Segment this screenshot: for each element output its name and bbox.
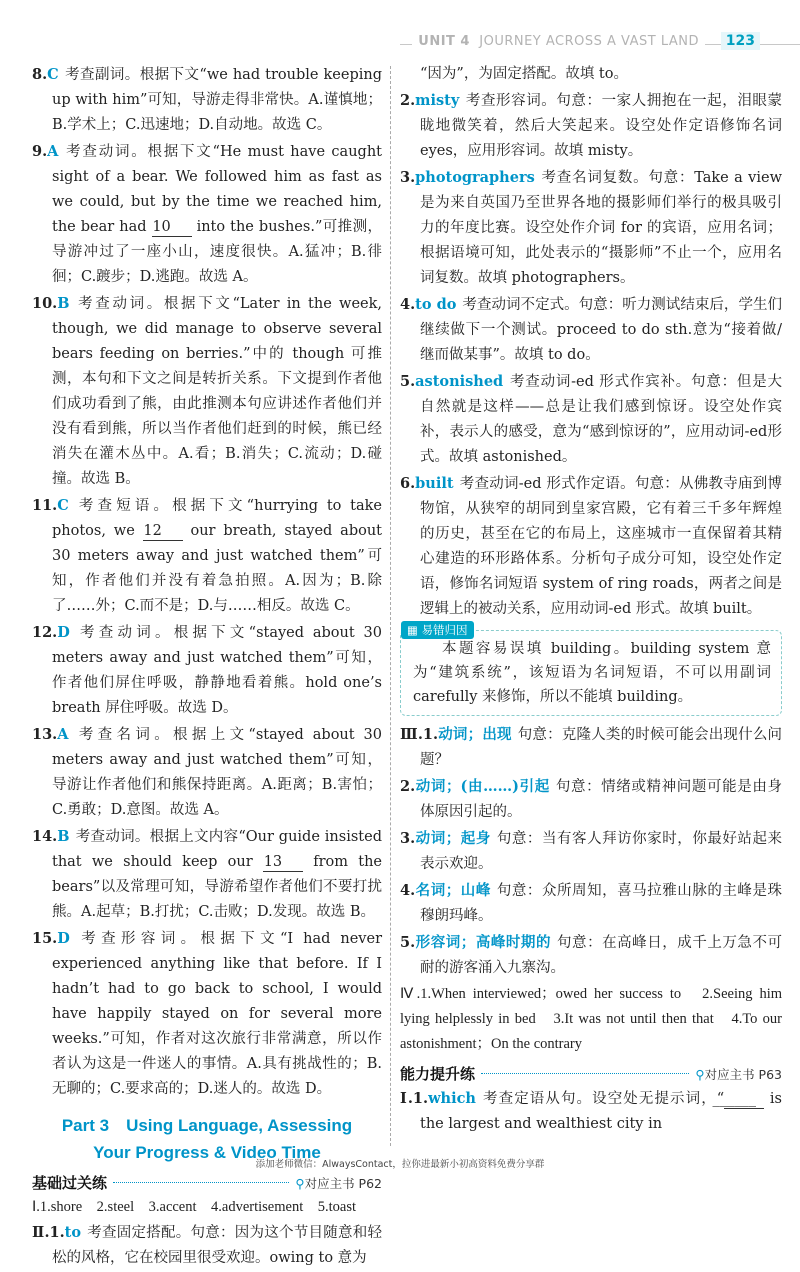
answer-item bbox=[400, 88, 782, 164]
magnifier-icon: ⚲ bbox=[695, 1066, 705, 1082]
item-number: 15. bbox=[32, 930, 58, 947]
answer-item bbox=[400, 471, 782, 622]
item-answer: B bbox=[57, 295, 70, 312]
answer-blank: 12 bbox=[143, 522, 183, 541]
item-number: 4. bbox=[400, 882, 416, 899]
tip-tag-text: 易错归因 bbox=[421, 623, 468, 637]
part-title-line2: Your Progress & Video Time bbox=[93, 1143, 321, 1162]
item-number: 5. bbox=[400, 934, 416, 951]
item-answer: D bbox=[57, 930, 70, 947]
item-number: 14. bbox=[32, 828, 58, 845]
answer-item bbox=[400, 369, 782, 470]
item-number: 5. bbox=[400, 373, 416, 390]
vocab-answers: Ⅰ.1.shore 2.steel 3.accent 4.advertisement 5.toast bbox=[32, 1199, 356, 1215]
item-explanation: 考查形容词。句意：一家人拥抱在一起，泪眼蒙眬地微笑着，然后大笑起来。设空处作定语修饰名词 eyes，应用形容词。故填 misty。 bbox=[420, 93, 782, 159]
answer-item bbox=[400, 878, 782, 929]
item-number: 2. bbox=[400, 778, 416, 795]
answer-item bbox=[400, 826, 782, 877]
item-answer: photographers bbox=[415, 169, 535, 186]
answer-item bbox=[32, 722, 382, 823]
item-explanation: 句意：在高峰日，成千上万急不可耐的游客涌入九寨沟。 bbox=[420, 935, 783, 976]
item-answer: 动词；起身 bbox=[415, 830, 491, 847]
item-explanation: 考查副词。根据下文“we had trouble keeping up with him”可知，导游走得非常快。A.谨慎地；B.学术上；C.迅速地；D.自动地。故选 C。 bbox=[52, 67, 382, 133]
item-explanation: 句意：当有客人拜访你家时，你最好站起来表示欢迎。 bbox=[420, 831, 783, 872]
item-explanation: 考查名词复数。句意：Take a view 是为来自英国乃至世界各地的摄影师们举行的极具吸引力的年度比赛。设空处作介词 for 的宾语，应用名词；根据语境可知，此处表示的“摄影师”不止一个，应用名词复数。故填 photographers。 bbox=[420, 170, 782, 286]
item-explanation: 考查定语从句。设空处无提示词，“ bbox=[481, 1091, 725, 1107]
item-explanation: 考查动词。根据下文“Later in the week, though, we did manage to observe several bears feeding on berries.”中的 though 可推测，本句和下文之间是转折关系。下文提到作者他们成功看到了熊，由此推测本句应讲述作者他们并没有看到熊，所以当作者他们赶到的时候，熊已经消失在灌木丛中。A.看；B.消失；C.流动；D.碰撞。故选 B。 bbox=[52, 296, 382, 487]
translation-answers: Ⅳ.1.When interviewed；owed her success to 2.Seeing him lying helplessly in bed 3.It was not until then that 4.To our astonishment；On the contrary bbox=[400, 986, 782, 1052]
answer-item bbox=[32, 62, 382, 138]
answer-item bbox=[400, 292, 782, 368]
page-number: 123 bbox=[721, 32, 760, 50]
item-number: 6. bbox=[400, 475, 416, 492]
tip-box bbox=[400, 623, 782, 716]
answer-item bbox=[400, 165, 782, 291]
item-answer: A bbox=[57, 726, 69, 743]
item-answer: to bbox=[64, 1224, 82, 1241]
tip-text: 本题容易误填 building。building system 意为“建筑系统”，该短语为名词短语，不可以用副词 carefully 来修饰，所以不能填 building。 bbox=[413, 641, 771, 705]
answer-blank: 10 bbox=[152, 218, 192, 237]
answer-item bbox=[32, 1220, 382, 1271]
answer-blank: ______ bbox=[724, 1090, 764, 1109]
item-answer: 动词；(由……)引起 bbox=[415, 778, 550, 795]
item-number: 12. bbox=[32, 624, 58, 641]
answer-item bbox=[400, 930, 782, 981]
item-number: Ⅱ.1. bbox=[32, 1224, 65, 1241]
item-number: 11. bbox=[32, 497, 58, 514]
item-explanation: 考查名词。根据上文“stayed about 30 meters away and just watched them”可知，导游让作者他们和熊保持距离。A.距离；B.害怕；C.勇敢；D.意图。故选 A。 bbox=[52, 727, 382, 818]
item-explanation: 考查动词-ed 形式作宾补。句意：但是大自然就是这样——总是让我们感到惊讶。设空处作宾补，表示人的感受，意为“感到惊讶的”，应用动词-ed形式。故填 astonished。 bbox=[420, 374, 782, 465]
item-answer: 动词；出现 bbox=[438, 726, 512, 743]
item-explanation: 考查动词-ed 形式作定语。句意：从佛教寺庙到博物馆，从狭窄的胡同到皇家宫殿，它有着三千多年辉煌的历史，甚至在它的布局上，这座城市一直保留着其精心建造的环形路体系。分析句子成分可知，设空处作定语，修饰名词短语 system of ring roads，两者之间是逻辑上的被动关系，应用动词-ed 形式。故填 built。 bbox=[420, 476, 782, 617]
section-reference-text: 对应主书 P62 bbox=[304, 1175, 382, 1191]
answer-item bbox=[32, 139, 382, 290]
unit-title bbox=[412, 34, 705, 49]
item-answer: 形容词；高峰时期的 bbox=[415, 934, 551, 951]
section-header-basic bbox=[32, 1172, 382, 1193]
answer-item bbox=[32, 291, 382, 492]
answer-item bbox=[32, 926, 382, 1102]
item-number: 3. bbox=[400, 169, 416, 186]
item-explanation: 考查动词。根据下文“stayed about 30 meters away and just watched them”可知，作者他们屏住呼吸，静静地看着熊。hold one’s breath 屏住呼吸。故选 D。 bbox=[52, 625, 382, 716]
column-divider bbox=[390, 66, 391, 1146]
item-number: 8. bbox=[32, 66, 48, 83]
magnifier-icon: ⚲ bbox=[295, 1175, 305, 1191]
footer-note: 添加老师微信：AlwaysContact，拉你进最新小初高资料免费分享群 bbox=[255, 1159, 545, 1170]
section-reference-text: 对应主书 P63 bbox=[704, 1066, 782, 1082]
item-explanation: 考查短语。根据下文“hurrying to take photos, we bbox=[52, 498, 382, 539]
item-explanation: 句意：众所周知，喜马拉雅山脉的主峰是珠穆朗玛峰。 bbox=[420, 883, 783, 924]
item-number: 13. bbox=[32, 726, 58, 743]
left-column bbox=[32, 62, 382, 1272]
section-dots bbox=[113, 1182, 289, 1183]
word-meaning-list bbox=[400, 722, 782, 981]
item-number: 9. bbox=[32, 143, 48, 160]
tip-tag bbox=[401, 621, 474, 639]
item-answer: C bbox=[47, 66, 59, 83]
item-explanation-cont: is the largest and wealthiest city in bbox=[420, 1091, 783, 1132]
page-header bbox=[0, 32, 800, 60]
unit-name: JOURNEY ACROSS A VAST LAND bbox=[479, 34, 699, 49]
item-explanation: 考查动词。根据下文“He must have caught sight of a bear. We followed him as fast as we could, but by the time we reached him, the bear had bbox=[52, 144, 382, 235]
item-number: 2. bbox=[400, 92, 416, 109]
right-column bbox=[400, 62, 782, 1138]
section-reference bbox=[295, 1174, 382, 1192]
item-explanation: 句意：情绪或精神问题可能是由身体原因引起的。 bbox=[420, 779, 782, 820]
answer-item bbox=[32, 620, 382, 721]
item-number: 10. bbox=[32, 295, 58, 312]
item-answer: to do bbox=[415, 296, 457, 313]
answer-item bbox=[400, 774, 782, 825]
item-answer: which bbox=[428, 1090, 476, 1107]
item-explanation-cont: from the bears”以及常理可知，导游希望作者他们不要打扰熊。A.起草；B.打扰；C.击败；D.发现。故选 B。 bbox=[52, 854, 382, 920]
item-explanation: 考查动词。根据上文内容“Our guide insisted that we should keep our bbox=[52, 829, 382, 870]
section-reference bbox=[695, 1065, 782, 1083]
item-answer: built bbox=[415, 475, 454, 492]
item-explanation-cont: into the bushes.”可推测，导游冲过了一座小山，速度很快。A.猛冲；B.徘徊；C.踱步；D.逃跑。故选 A。 bbox=[52, 219, 383, 285]
item-answer: B bbox=[57, 828, 70, 845]
item-answer: C bbox=[57, 497, 69, 514]
book-icon: ▦ bbox=[407, 623, 418, 637]
item-answer: astonished bbox=[415, 373, 504, 390]
section-dots bbox=[481, 1073, 689, 1074]
item-number: 3. bbox=[400, 830, 416, 847]
unit-label: UNIT 4 bbox=[418, 34, 470, 49]
left-answer-list bbox=[32, 62, 382, 1102]
item-answer: A bbox=[47, 143, 59, 160]
item-explanation-cont: our breath, stayed about 30 meters away and just watched them”可知，作者他们并没有着急拍照。A.因为；B.除了……外；C.而不是；D.与……相反。故选 C。 bbox=[52, 523, 383, 614]
section-title: 能力提升练 bbox=[400, 1065, 476, 1083]
item-explanation: 考查动词不定式。句意：听力测试结束后，学生们继续做下一个测试。proceed to do sth.意为“接着做/继而做某事”。故填 to do。 bbox=[420, 297, 783, 363]
item-number: 4. bbox=[400, 296, 416, 313]
item-number: Ⅲ.1. bbox=[400, 726, 439, 743]
answer-item bbox=[32, 493, 382, 619]
section-header-advanced bbox=[400, 1063, 782, 1084]
item-number: Ⅰ.1. bbox=[400, 1090, 429, 1107]
item-explanation: 考查形容词。根据下文“I had never experienced anything like that before. If I hadn’t had to go back to school, I would have happily stayed on for several more weeks.”可知，作者对这次旅行非常满意，所以作者认为这是一件迷人的事情。A.具有挑战性的；B.无聊的；C.要求高的；D.迷人的。故选 D。 bbox=[52, 931, 382, 1097]
item-explanation: 句意：克隆人类的时候可能会出现什么问题？ bbox=[420, 727, 783, 768]
item-explanation: 考查固定搭配。句意：因为这个节目随意和轻松的风格，它在校园里很受欢迎。owing to 意为 bbox=[52, 1225, 382, 1266]
item-answer: misty bbox=[415, 92, 460, 109]
continued-text: “因为”，为固定搭配。故填 to。 bbox=[420, 66, 628, 82]
section-title: 基础过关练 bbox=[32, 1174, 108, 1192]
item-answer: D bbox=[57, 624, 70, 641]
answer-item bbox=[400, 1086, 782, 1137]
answer-item bbox=[32, 824, 382, 925]
answer-blank: 13 bbox=[263, 853, 303, 872]
part-title-line1: Part 3 Using Language, Assessing bbox=[61, 1116, 353, 1135]
answer-item bbox=[400, 722, 782, 773]
item-answer: 名词；山峰 bbox=[415, 882, 491, 899]
right-answer-list bbox=[400, 88, 782, 622]
